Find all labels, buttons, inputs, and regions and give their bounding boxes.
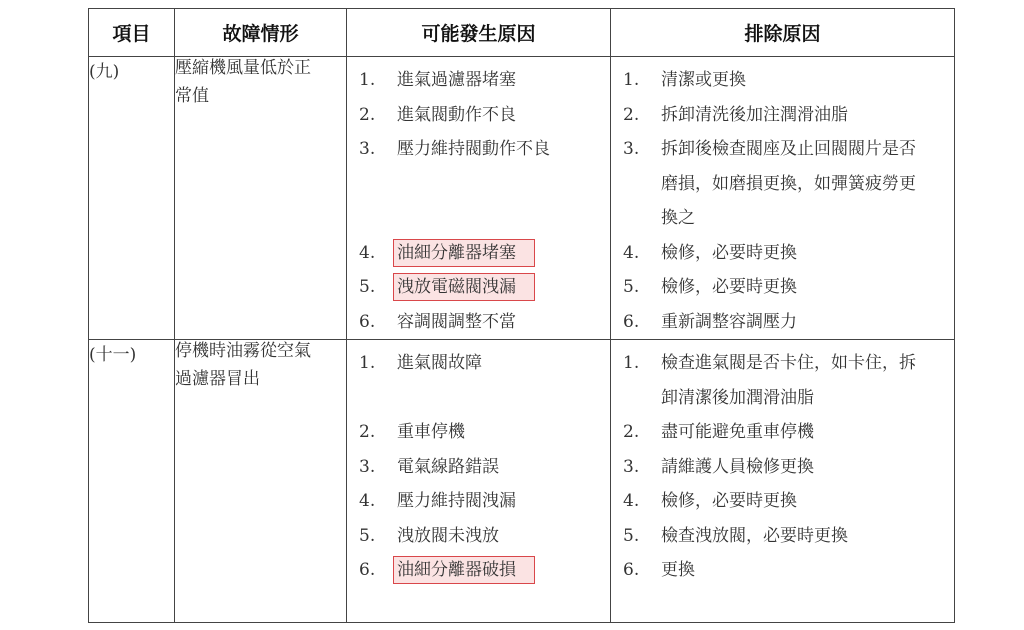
highlighted-cause-text: 油細分離器堵塞 bbox=[393, 239, 535, 267]
causes-cell bbox=[347, 57, 611, 340]
cause-text: 洩放閥未洩放 bbox=[397, 525, 499, 546]
list-item bbox=[347, 305, 610, 340]
list-item bbox=[347, 450, 610, 485]
list-number: 4. bbox=[359, 491, 376, 511]
solution-text: 磨損，如磨損更換，如彈簧疲勞更 bbox=[661, 173, 916, 194]
list-number: 6. bbox=[359, 560, 376, 580]
troubleshooting-sheet bbox=[88, 8, 954, 623]
highlighted-cause-text: 洩放電磁閥洩漏 bbox=[393, 273, 535, 301]
list-spacer bbox=[347, 381, 610, 416]
cause-text: 進氣閥故障 bbox=[397, 353, 482, 373]
fault-text-line: 壓縮機風量低於正 bbox=[175, 58, 311, 78]
list-number: 3. bbox=[623, 456, 640, 477]
list-item bbox=[611, 63, 954, 98]
list-item-continuation bbox=[611, 381, 954, 416]
cause-text: 壓力維持閥洩漏 bbox=[397, 491, 516, 511]
list-item bbox=[611, 484, 954, 519]
list-number: 1. bbox=[623, 70, 640, 90]
troubleshooting-table bbox=[88, 8, 955, 623]
cause-text: 重車停機 bbox=[397, 422, 465, 442]
list-number: 6. bbox=[623, 560, 640, 580]
list-number: 1. bbox=[623, 353, 640, 373]
list-number: 2. bbox=[359, 104, 376, 125]
list-item bbox=[347, 132, 610, 167]
causes-cell bbox=[347, 340, 611, 623]
solution-text: 清潔或更換 bbox=[661, 70, 746, 90]
solution-text: 請維護人員檢修更換 bbox=[661, 456, 814, 477]
item-cell: (十一) bbox=[89, 340, 175, 623]
solution-text: 檢修，必要時更換 bbox=[661, 277, 797, 297]
solution-text: 拆卸後檢查閥座及止回閥閥片是否 bbox=[661, 139, 916, 159]
table-row bbox=[89, 57, 955, 340]
fault-cell bbox=[175, 340, 347, 623]
list-item bbox=[611, 132, 954, 167]
solution-text: 換之 bbox=[661, 208, 695, 228]
header-fault: 故障情形 bbox=[175, 9, 347, 57]
cause-text: 容調閥調整不當 bbox=[397, 311, 516, 332]
list-item bbox=[611, 553, 954, 588]
cause-text: 進氣閥動作不良 bbox=[397, 104, 516, 125]
list-item bbox=[611, 98, 954, 133]
item-cell: (九) bbox=[89, 57, 175, 340]
list-item bbox=[347, 519, 610, 554]
list-number: 3. bbox=[359, 139, 376, 159]
fault-cell bbox=[175, 57, 347, 340]
list-item-continuation bbox=[611, 201, 954, 236]
list-item bbox=[611, 519, 954, 554]
header-row bbox=[89, 9, 955, 57]
solutions-cell bbox=[611, 57, 955, 340]
list-item bbox=[347, 415, 610, 450]
cause-text: 壓力維持閥動作不良 bbox=[397, 139, 550, 159]
list-item bbox=[611, 305, 954, 340]
list-item bbox=[611, 450, 954, 485]
cause-text: 進氣過濾器堵塞 bbox=[397, 70, 516, 90]
solution-text: 更換 bbox=[661, 560, 695, 580]
list-item bbox=[611, 236, 954, 271]
header-causes: 可能發生原因 bbox=[347, 9, 611, 57]
list-number: 3. bbox=[359, 456, 376, 477]
list-number: 1. bbox=[359, 70, 376, 90]
solution-text: 檢查進氣閥是否卡住，如卡住，拆 bbox=[661, 353, 916, 373]
table-row bbox=[89, 340, 955, 623]
solution-text: 檢修，必要時更換 bbox=[661, 242, 797, 263]
list-item bbox=[347, 270, 610, 305]
list-number: 4. bbox=[359, 242, 376, 263]
list-number: 5. bbox=[623, 525, 640, 546]
fault-text-line: 停機時油霧從空氣 bbox=[175, 341, 311, 361]
list-item bbox=[347, 98, 610, 133]
list-item-continuation bbox=[611, 167, 954, 202]
fault-text-line: 過濾器冒出 bbox=[175, 369, 260, 389]
list-number: 3. bbox=[623, 139, 640, 159]
solution-text: 檢查洩放閥，必要時更換 bbox=[661, 525, 848, 546]
list-number: 6. bbox=[623, 311, 640, 332]
fault-text-line: 常值 bbox=[175, 86, 209, 106]
list-item bbox=[611, 415, 954, 450]
solution-text: 重新調整容調壓力 bbox=[661, 311, 797, 332]
solutions-cell bbox=[611, 340, 955, 623]
list-number: 2. bbox=[359, 422, 376, 442]
header-solutions: 排除原因 bbox=[611, 9, 955, 57]
list-spacer bbox=[347, 167, 610, 202]
list-item bbox=[347, 236, 610, 271]
list-item bbox=[347, 63, 610, 98]
list-number: 1. bbox=[359, 353, 376, 373]
list-item bbox=[611, 346, 954, 381]
list-number: 6. bbox=[359, 311, 376, 332]
list-number: 2. bbox=[623, 422, 640, 442]
list-number: 5. bbox=[623, 277, 640, 297]
highlighted-cause-text: 油細分離器破損 bbox=[393, 556, 535, 584]
list-spacer bbox=[347, 201, 610, 236]
solution-text: 檢修，必要時更換 bbox=[661, 491, 797, 511]
list-number: 4. bbox=[623, 242, 640, 263]
header-item: 項目 bbox=[89, 9, 175, 57]
list-item bbox=[611, 270, 954, 305]
list-item bbox=[347, 484, 610, 519]
list-number: 4. bbox=[623, 491, 640, 511]
list-number: 5. bbox=[359, 525, 376, 546]
solution-text: 拆卸清洗後加注潤滑油脂 bbox=[661, 104, 848, 125]
list-number: 5. bbox=[359, 277, 376, 297]
cause-text: 電氣線路錯誤 bbox=[397, 456, 499, 477]
list-item bbox=[347, 553, 610, 588]
list-item bbox=[347, 346, 610, 381]
solution-text: 盡可能避免重車停機 bbox=[661, 422, 814, 442]
list-number: 2. bbox=[623, 104, 640, 125]
solution-text: 卸清潔後加潤滑油脂 bbox=[661, 387, 814, 408]
